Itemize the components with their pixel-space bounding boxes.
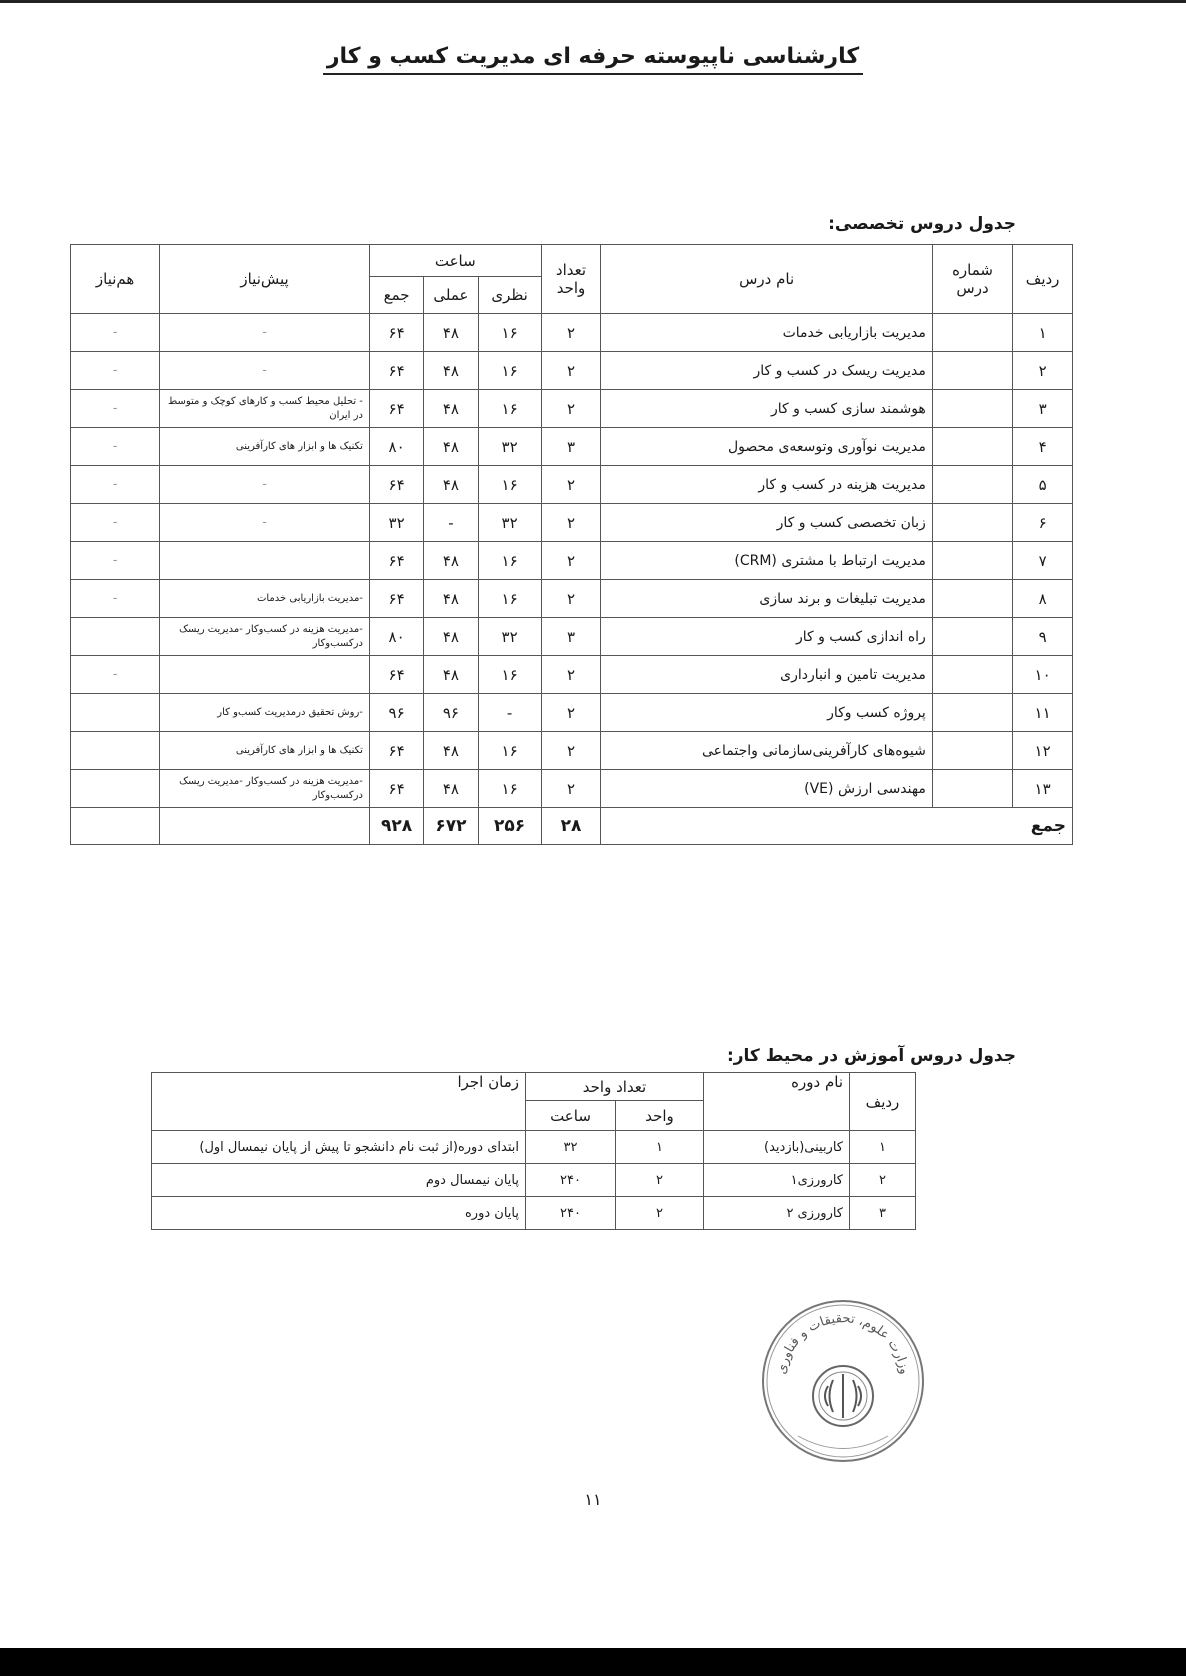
- course-name-cell: پروژه کسب وکار: [601, 694, 932, 732]
- row-number-cell: ۲: [1013, 352, 1073, 390]
- theory-hours-cell: ۳۲: [478, 428, 541, 466]
- practical-hours-cell: ۴۸: [424, 352, 478, 390]
- course-name-cell: مدیریت بازاریابی خدمات: [601, 314, 932, 352]
- course-row: [71, 770, 1073, 808]
- prerequisite-cell: [160, 542, 370, 580]
- total-hours-cell: ۸۰: [369, 618, 423, 656]
- theory-hours-cell: ۱۶: [478, 732, 541, 770]
- units-cell: ۲: [541, 732, 601, 770]
- practical-hours-cell: ۴۸: [424, 770, 478, 808]
- course-row: [71, 504, 1073, 542]
- course-name-cell: مدیریت هزینه در کسب و کار: [601, 466, 932, 504]
- course-code-cell: [932, 694, 1012, 732]
- course-name-cell: مدیریت ریسک در کسب و کار: [601, 352, 932, 390]
- header-practical: عملی: [424, 277, 478, 314]
- units-cell: ۲: [541, 352, 601, 390]
- theory-hours-cell: ۱۶: [478, 390, 541, 428]
- work-timing-cell: ابتدای دوره(از ثبت نام دانشجو تا پیش از پایان نیمسال اول): [152, 1131, 526, 1164]
- corequisite-cell: -: [71, 428, 160, 466]
- page-title: کارشناسی ناپیوسته حرفه ای مدیریت کسب و کار: [0, 44, 1186, 69]
- corequisite-cell: [71, 770, 160, 808]
- work-hours-cell: ۲۴۰: [526, 1164, 616, 1197]
- work-header-hours: ساعت: [526, 1101, 616, 1131]
- course-code-cell: [932, 390, 1012, 428]
- units-cell: ۲: [541, 466, 601, 504]
- practical-hours-cell: ۴۸: [424, 580, 478, 618]
- corequisite-cell: -: [71, 504, 160, 542]
- course-name-cell: زبان تخصصی کسب و کار: [601, 504, 932, 542]
- header-theory: نظری: [478, 277, 541, 314]
- work-row-number-cell: ۲: [850, 1164, 916, 1197]
- course-row: [71, 618, 1073, 656]
- workplace-row: [152, 1197, 916, 1230]
- practical-hours-cell: ۴۸: [424, 314, 478, 352]
- workplace-row: [152, 1164, 916, 1197]
- course-name-cell: مدیریت ارتباط با مشتری (CRM): [601, 542, 932, 580]
- total-hours-cell: ۶۴: [369, 314, 423, 352]
- theory-hours-cell: ۳۲: [478, 618, 541, 656]
- prerequisite-cell: -: [160, 314, 370, 352]
- course-code-cell: [932, 656, 1012, 694]
- work-course-name-cell: کارورزی۱: [704, 1164, 850, 1197]
- header-course-code: شماره درس: [932, 245, 1012, 314]
- practical-hours-cell: ۴۸: [424, 618, 478, 656]
- course-code-cell: [932, 504, 1012, 542]
- practical-hours-cell: ۹۶: [424, 694, 478, 732]
- practical-hours-cell: -: [424, 504, 478, 542]
- course-code-cell: [932, 352, 1012, 390]
- total-hours-cell: ۳۲: [369, 504, 423, 542]
- course-code-cell: [932, 732, 1012, 770]
- course-row: [71, 428, 1073, 466]
- total-hours-cell: ۶۴: [369, 656, 423, 694]
- work-header-row: ردیف: [850, 1073, 916, 1131]
- course-row: [71, 390, 1073, 428]
- course-row: [71, 694, 1073, 732]
- theory-hours-cell: -: [478, 694, 541, 732]
- header-corequisite: هم‌نیاز: [71, 245, 160, 314]
- totals-units: ۲۸: [541, 808, 601, 845]
- practical-hours-cell: ۴۸: [424, 428, 478, 466]
- row-number-cell: ۱۱: [1013, 694, 1073, 732]
- prerequisite-cell: تکنیک ها و ابزار های کارآفرینی: [160, 732, 370, 770]
- workplace-caption: جدول دروس آموزش در محیط کار:: [726, 1046, 1016, 1066]
- course-code-cell: [932, 618, 1012, 656]
- corequisite-cell: -: [71, 314, 160, 352]
- prerequisite-cell: - تحلیل محیط کسب و کارهای کوچک و متوسط در ایران: [160, 390, 370, 428]
- course-code-cell: [932, 580, 1012, 618]
- course-row: [71, 314, 1073, 352]
- course-name-cell: مدیریت تامین و انبارداری: [601, 656, 932, 694]
- header-hours: ساعت: [369, 245, 541, 277]
- corequisite-cell: -: [71, 390, 160, 428]
- prerequisite-cell: -مدیریت بازاریابی خدمات: [160, 580, 370, 618]
- theory-hours-cell: ۱۶: [478, 466, 541, 504]
- theory-hours-cell: ۱۶: [478, 580, 541, 618]
- totals-theory: ۲۵۶: [478, 808, 541, 845]
- course-row: [71, 352, 1073, 390]
- total-hours-cell: ۶۴: [369, 770, 423, 808]
- prerequisite-cell: [160, 656, 370, 694]
- course-code-cell: [932, 770, 1012, 808]
- course-name-cell: مدیریت نوآوری وتوسعه‌ی محصول: [601, 428, 932, 466]
- totals-coreq-empty: [71, 808, 160, 845]
- practical-hours-cell: ۴۸: [424, 466, 478, 504]
- work-units-cell: ۱: [616, 1131, 704, 1164]
- workplace-table-body: [152, 1131, 916, 1230]
- header-units: تعداد واحد: [541, 245, 601, 314]
- work-row-number-cell: ۳: [850, 1197, 916, 1230]
- total-hours-cell: ۶۴: [369, 390, 423, 428]
- scan-bottom-band: [0, 1648, 1186, 1676]
- header-course-name: نام درس: [601, 245, 932, 314]
- totals-row: [71, 808, 1073, 845]
- corequisite-cell: [71, 618, 160, 656]
- course-row: [71, 732, 1073, 770]
- course-name-cell: شیوه‌های کارآفرینی‌سازمانی واجتماعی: [601, 732, 932, 770]
- ministry-seal: [758, 1296, 928, 1466]
- corequisite-cell: -: [71, 542, 160, 580]
- corequisite-cell: [71, 732, 160, 770]
- work-course-name-cell: کاربینی(بازدید): [704, 1131, 850, 1164]
- units-cell: ۲: [541, 504, 601, 542]
- course-row: [71, 656, 1073, 694]
- theory-hours-cell: ۱۶: [478, 314, 541, 352]
- row-number-cell: ۱۰: [1013, 656, 1073, 694]
- totals-hours: ۹۲۸: [369, 808, 423, 845]
- row-number-cell: ۱۲: [1013, 732, 1073, 770]
- row-number-cell: ۱: [1013, 314, 1073, 352]
- header-row-number: ردیف: [1013, 245, 1073, 314]
- units-cell: ۳: [541, 618, 601, 656]
- course-name-cell: راه اندازی کسب و کار: [601, 618, 932, 656]
- corequisite-cell: -: [71, 466, 160, 504]
- prerequisite-cell: -: [160, 504, 370, 542]
- total-hours-cell: ۹۶: [369, 694, 423, 732]
- work-timing-cell: پایان نیمسال دوم: [152, 1164, 526, 1197]
- prerequisite-cell: -روش تحقیق درمدیریت کسب‌و کار: [160, 694, 370, 732]
- course-row: [71, 542, 1073, 580]
- total-hours-cell: ۸۰: [369, 428, 423, 466]
- page-number: ۱۱: [584, 1490, 602, 1509]
- course-name-cell: مدیریت تبلیغات و برند سازی: [601, 580, 932, 618]
- theory-hours-cell: ۱۶: [478, 352, 541, 390]
- row-number-cell: ۷: [1013, 542, 1073, 580]
- total-hours-cell: ۶۴: [369, 466, 423, 504]
- row-number-cell: ۶: [1013, 504, 1073, 542]
- work-units-cell: ۲: [616, 1164, 704, 1197]
- totals-label: جمع: [601, 808, 1073, 845]
- units-cell: ۲: [541, 542, 601, 580]
- specialized-table-body: [71, 314, 1073, 808]
- work-row-number-cell: ۱: [850, 1131, 916, 1164]
- course-name-cell: هوشمند سازی کسب و کار: [601, 390, 932, 428]
- corequisite-cell: -: [71, 352, 160, 390]
- units-cell: ۲: [541, 656, 601, 694]
- workplace-courses-table: [151, 1072, 916, 1230]
- work-hours-cell: ۲۴۰: [526, 1197, 616, 1230]
- units-cell: ۲: [541, 694, 601, 732]
- totals-practical: ۶۷۲: [424, 808, 478, 845]
- row-number-cell: ۴: [1013, 428, 1073, 466]
- practical-hours-cell: ۴۸: [424, 732, 478, 770]
- prerequisite-cell: -مدیریت هزینه در کسب‌وکار -مدیریت ریسک درکسب‌وکار: [160, 770, 370, 808]
- work-header-credits: تعداد واحد: [526, 1073, 704, 1101]
- header-prerequisite: پیش‌نیاز: [160, 245, 370, 314]
- theory-hours-cell: ۱۶: [478, 542, 541, 580]
- row-number-cell: ۵: [1013, 466, 1073, 504]
- course-code-cell: [932, 542, 1012, 580]
- theory-hours-cell: ۳۲: [478, 504, 541, 542]
- total-hours-cell: ۶۴: [369, 352, 423, 390]
- course-row: [71, 580, 1073, 618]
- units-cell: ۲: [541, 390, 601, 428]
- header-total: جمع: [369, 277, 423, 314]
- specialized-courses-table: [70, 244, 1073, 845]
- corequisite-cell: [71, 694, 160, 732]
- course-code-cell: [932, 428, 1012, 466]
- work-timing-cell: پایان دوره: [152, 1197, 526, 1230]
- row-number-cell: ۸: [1013, 580, 1073, 618]
- course-row: [71, 466, 1073, 504]
- top-rule: [0, 0, 1186, 3]
- total-hours-cell: ۶۴: [369, 580, 423, 618]
- total-hours-cell: ۶۴: [369, 732, 423, 770]
- work-units-cell: ۲: [616, 1197, 704, 1230]
- specialized-caption: جدول دروس تخصصی:: [828, 214, 1016, 234]
- work-header-name: نام دوره: [704, 1073, 850, 1131]
- course-name-cell: مهندسی ارزش (VE): [601, 770, 932, 808]
- units-cell: ۲: [541, 580, 601, 618]
- course-code-cell: [932, 466, 1012, 504]
- practical-hours-cell: ۴۸: [424, 390, 478, 428]
- work-course-name-cell: کارورزی ۲: [704, 1197, 850, 1230]
- theory-hours-cell: ۱۶: [478, 770, 541, 808]
- course-code-cell: [932, 314, 1012, 352]
- prerequisite-cell: -مدیریت هزینه در کسب‌وکار -مدیریت ریسک درکسب‌وکار: [160, 618, 370, 656]
- practical-hours-cell: ۴۸: [424, 656, 478, 694]
- row-number-cell: ۳: [1013, 390, 1073, 428]
- practical-hours-cell: ۴۸: [424, 542, 478, 580]
- prerequisite-cell: -: [160, 466, 370, 504]
- units-cell: ۲: [541, 314, 601, 352]
- prerequisite-cell: تکنیک ها و ابزار های کارآفرینی: [160, 428, 370, 466]
- totals-prereq-empty: [160, 808, 370, 845]
- seal-text: وزارت علوم، تحقیقات و فناوری: [774, 1311, 912, 1376]
- total-hours-cell: ۶۴: [369, 542, 423, 580]
- work-hours-cell: ۳۲: [526, 1131, 616, 1164]
- row-number-cell: ۹: [1013, 618, 1073, 656]
- units-cell: ۲: [541, 770, 601, 808]
- workplace-row: [152, 1131, 916, 1164]
- work-header-units: واحد: [616, 1101, 704, 1131]
- work-header-timing: زمان اجرا: [152, 1073, 526, 1131]
- corequisite-cell: -: [71, 656, 160, 694]
- theory-hours-cell: ۱۶: [478, 656, 541, 694]
- corequisite-cell: -: [71, 580, 160, 618]
- row-number-cell: ۱۳: [1013, 770, 1073, 808]
- units-cell: ۳: [541, 428, 601, 466]
- prerequisite-cell: -: [160, 352, 370, 390]
